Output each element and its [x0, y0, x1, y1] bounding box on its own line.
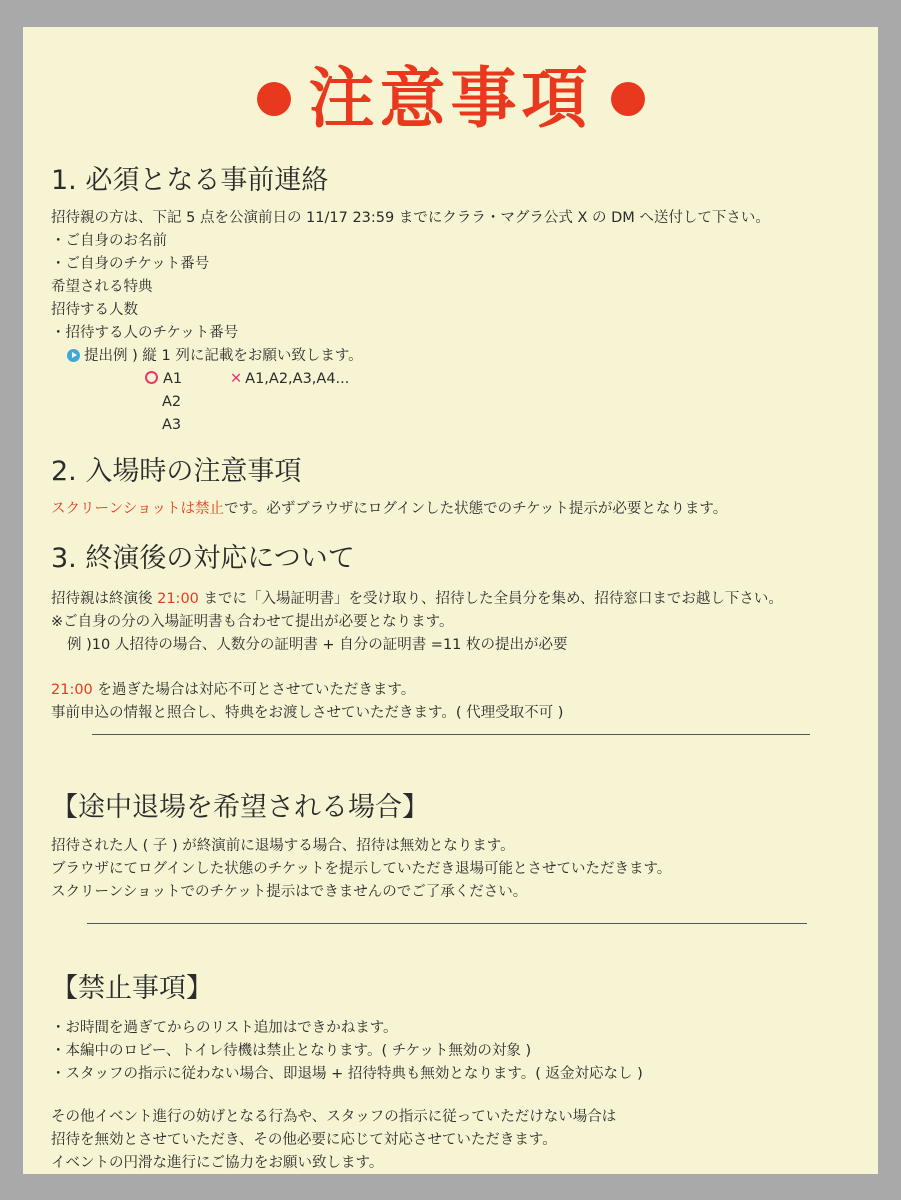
- section4-heading: 【途中退場を希望される場合】: [51, 792, 429, 823]
- page-title: 注意事項: [23, 59, 878, 139]
- list-item: ・スタッフの指示に従わない場合、即退場 + 招待特典も無効となります。( 返金対応なし ): [51, 1066, 643, 1082]
- closing-line: その他イベント進行の妨げとなる行為や、スタッフの指示に従っていただけない場合は: [51, 1109, 617, 1125]
- section5-heading: 【禁止事項】: [51, 973, 213, 1004]
- list-item: ・ご自身のチケット番号: [51, 256, 210, 272]
- section1-intro: 招待親の方は、下記 5 点を公演前日の 11/17 23:59 までにクララ・マグラ公式 X の DM へ送付して下さい。: [51, 210, 770, 226]
- section4-line: ブラウザにてログインした状態のチケットを提示していただき退場可能とさせていただきます。: [51, 861, 672, 877]
- list-item: ・招待する人のチケット番号: [51, 325, 239, 341]
- section3-line: 例 )10 人招待の場合、人数分の証明書 + 自分の証明書 =11 枚の提出が必要: [67, 637, 568, 653]
- good-example: A2: [162, 394, 182, 410]
- good-example: A1: [145, 368, 182, 391]
- circle-ok-icon: [145, 371, 158, 384]
- section3-line: 招待親は終演後 21:00 までに「入場証明書」を受け取り、招待した全員分を集め、招待窓口までお越し下さい。: [51, 591, 783, 607]
- example-label: 提出例 ) 縦 1 列に記載をお願い致します。: [67, 345, 363, 368]
- closing-line: 招待を無効とさせていただき、その他必要に応じて対応させていただきます。: [51, 1132, 557, 1148]
- section3-line: 事前申込の情報と照合し、特典をお渡しさせていただきます。( 代理受取不可 ): [51, 705, 564, 721]
- red-dot-icon: [611, 82, 645, 116]
- divider: [92, 734, 810, 735]
- list-item: ・ご自身のお名前: [51, 233, 167, 249]
- section3-line: 21:00 を過ぎた場合は対応不可とさせていただきます。: [51, 682, 416, 698]
- red-dot-icon: [257, 82, 291, 116]
- list-item: ・本編中のロビー、トイレ待機は禁止となります。( チケット無効の対象 ): [51, 1043, 532, 1059]
- list-item: ・お時間を過ぎてからのリスト追加はできかねます。: [51, 1020, 398, 1036]
- section1-heading: 1. 必須となる事前連絡: [51, 165, 329, 196]
- section4-line: 招待された人 ( 子 ) が終演前に退場する場合、招待は無効となります。: [51, 838, 515, 854]
- section3-line: ※ご自身の分の入場証明書も合わせて提出が必要となります。: [51, 614, 454, 630]
- cross-icon: ✕: [230, 371, 243, 387]
- closing-line: イベントの円滑な進行にご協力をお願い致します。: [51, 1155, 384, 1171]
- notice-document: [23, 27, 878, 1174]
- section2-text: スクリーンショットは禁止です。必ずブラウザにログインした状態でのチケット提示が必要となります。: [51, 501, 728, 517]
- section3-heading: 3. 終演後の対応について: [51, 543, 355, 574]
- list-item: 招待する人数: [51, 302, 138, 318]
- divider: [87, 923, 807, 924]
- bad-example: ✕ A1,A2,A3,A4...: [230, 371, 350, 387]
- list-item: 希望される特典: [51, 279, 153, 295]
- section2-heading: 2. 入場時の注意事項: [51, 456, 302, 487]
- play-icon: [67, 349, 80, 362]
- section4-line: スクリーンショットでのチケット提示はできませんのでご了承ください。: [51, 884, 528, 900]
- good-example: A3: [162, 417, 182, 433]
